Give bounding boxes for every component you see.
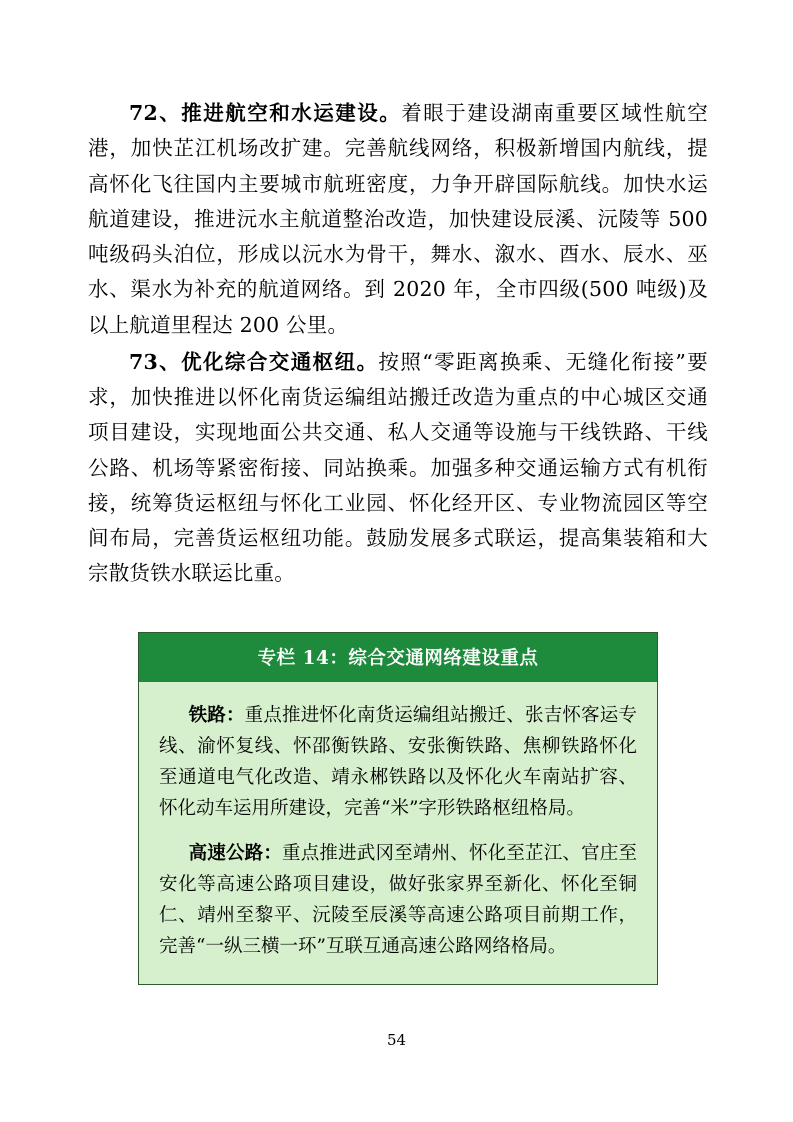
callout-box-body [139,682,657,985]
callout-item-expressway-text: 重点推进武冈至靖州、怀化至芷江、官庄至安化等高速公路项目建设，做好张家界至新化、怀化至铜仁、靖州至黎平、沅陵至辰溪等高速公路项目前期工作，完善“一纵三横一环”互联互通高速公路网络格局。 [159,842,637,958]
paragraph-72-body: 着眼于建设湖南重要区域性航空港，加快芷江机场改扩建。完善航线网络，积极新增国内航线，提高怀化飞往国内主要城市航班密度，力争开辟国际航线。加快水运航道建设，推进沅水主航道整治改造，加快建设辰溪、沅陵等 500 吨级码头泊位，形成以沅水为骨干，舞水、溆水、酉水、辰水、巫水、渠水为补充的航道网络。到 2020 年，全市四级(500 吨级)及以上航道里程达 200 公里。 [88,101,708,337]
callout-item-expressway-label: 高速公路： [188,842,283,864]
paragraph-73-heading: 73、优化综合交通枢纽。 [129,349,379,374]
paragraph-73-body: 按照“零距离换乘、无缝化衔接”要求，加快推进以怀化南货运编组站搬迁改造为重点的中心城区交通项目建设，实现地面公共交通、私人交通等设施与干线铁路、干线公路、机场等紧密衔接、同站换乘。加强多种交通运输方式有机衔接，统筹货运枢纽与怀化工业园、怀化经开区、专业物流园区等空间布局，完善货运枢纽功能。鼓励发展多式联运，提高集装箱和大宗散货铁水联运比重。 [88,349,708,586]
callout-box [138,632,658,986]
callout-item-railway [159,700,637,824]
page-content [88,96,708,985]
callout-box-title: 专栏 14：综合交通网络建设重点 [139,633,657,682]
callout-item-railway-text: 重点推进怀化南货运编组站搬迁、张吉怀客运专线、渝怀复线、怀邵衡铁路、安张衡铁路、焦柳铁路怀化至通道电气化改造、靖永郴铁路以及怀化火车南站扩容、怀化动车运用所建设，完善“米”字形铁路枢纽格局。 [159,704,637,819]
paragraph-73 [88,345,708,592]
paragraph-72 [88,96,708,343]
callout-item-railway-label: 铁路： [188,704,245,726]
paragraph-72-heading: 72、推进航空和水运建设。 [129,101,402,125]
callout-item-expressway [159,838,637,962]
page-number: 54 [386,1031,407,1049]
